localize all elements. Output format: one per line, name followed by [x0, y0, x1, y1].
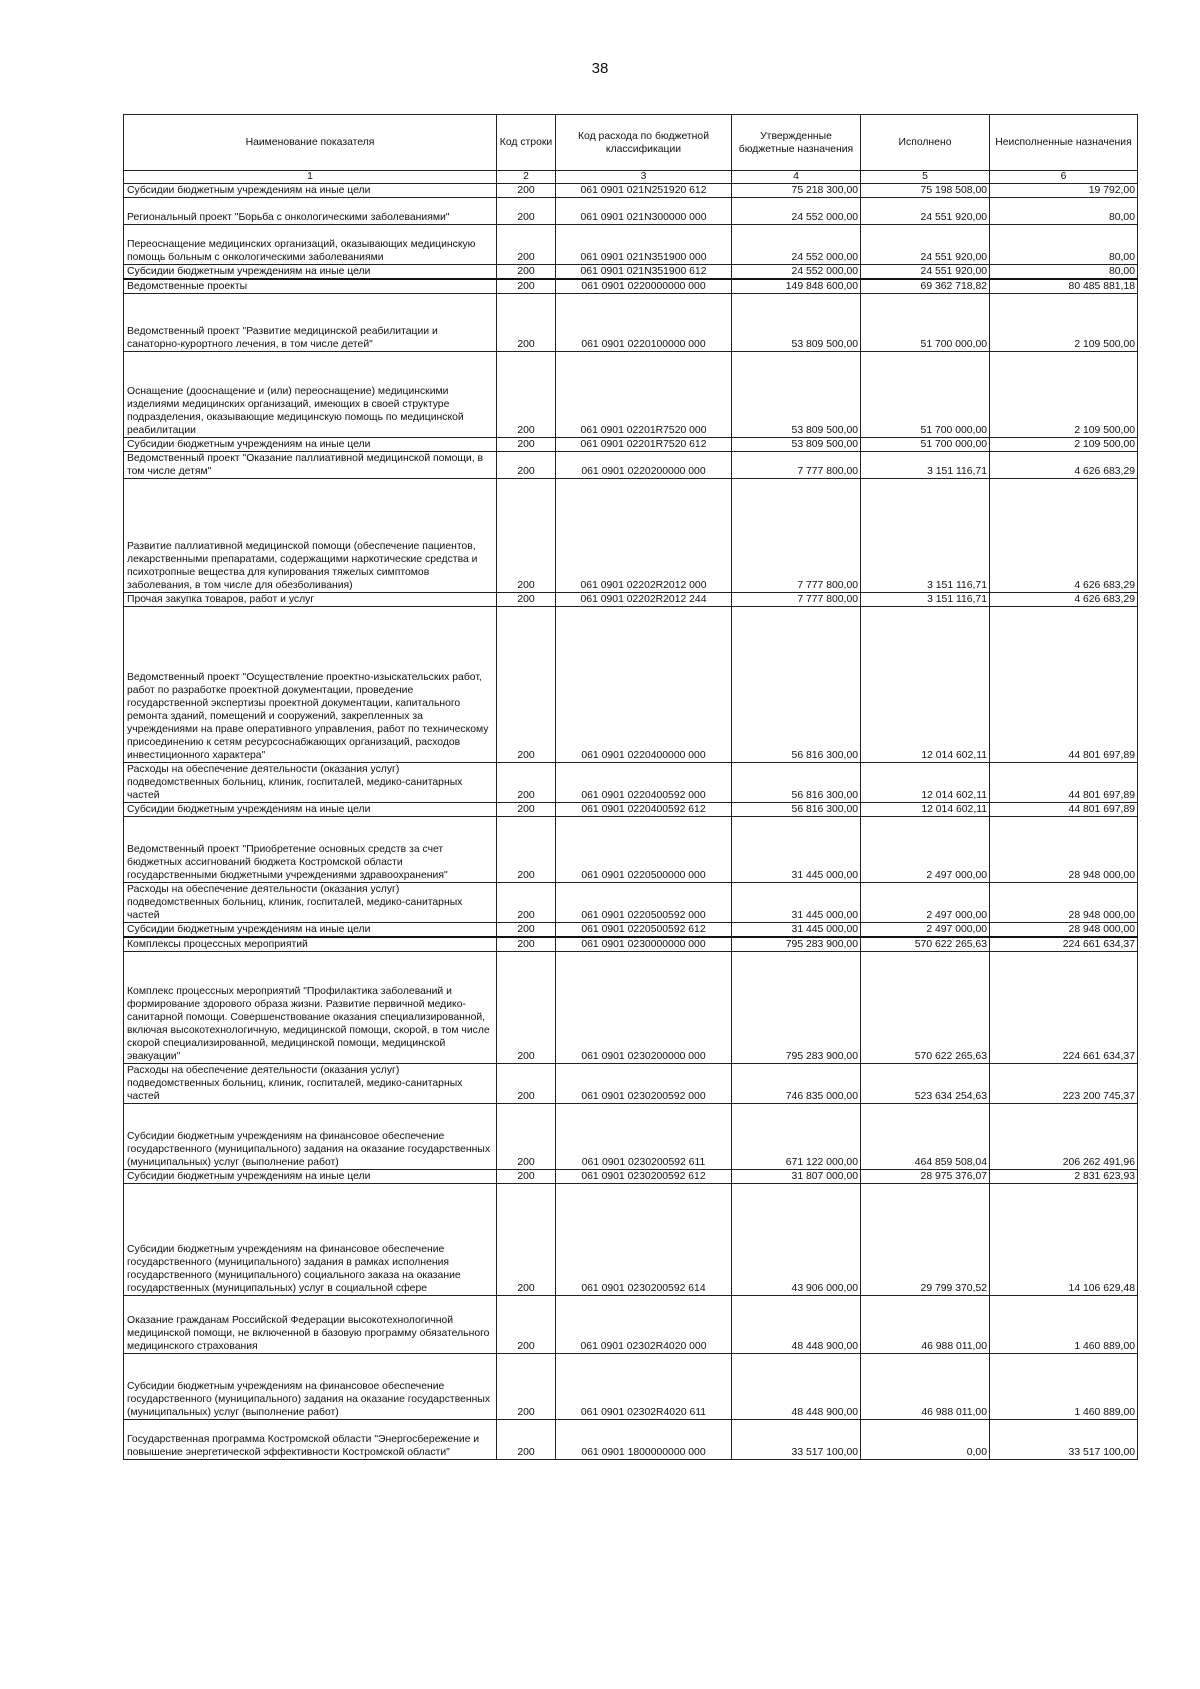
row-name: Комплексы процессных мероприятий: [124, 937, 497, 952]
row-name: Комплекс процессных мероприятий "Профилактика заболеваний и формирование здорового образа жизни. Развитие первичной медико-санитарной помощи. Совершенствование оказания специализированной, включая высокотехнологичную, медицинской помощи, скорой, в том числе скорой специализированной, медицинской помощи, медицинской эвакуации": [124, 952, 497, 1064]
table-row: [124, 1170, 1138, 1184]
row-unexecuted: 206 262 491,96: [990, 1104, 1138, 1170]
row-unexecuted: 1 460 889,00: [990, 1296, 1138, 1354]
table-body: [124, 184, 1138, 1460]
row-line-code: 200: [497, 184, 556, 198]
column-number: 6: [990, 171, 1138, 184]
row-budget-code: 061 0901 0230200000 000: [556, 952, 732, 1064]
table-row: [124, 803, 1138, 817]
row-approved: 671 122 000,00: [732, 1104, 861, 1170]
row-unexecuted: 19 792,00: [990, 184, 1138, 198]
row-budget-code: 061 0901 02202R2012 244: [556, 593, 732, 607]
budget-execution-table: [123, 114, 1138, 1460]
row-executed: 51 700 000,00: [861, 438, 990, 452]
row-budget-code: 061 0901 021N351900 612: [556, 265, 732, 280]
row-executed: 2 497 000,00: [861, 883, 990, 923]
row-unexecuted: 2 109 500,00: [990, 438, 1138, 452]
row-executed: 12 014 602,11: [861, 763, 990, 803]
row-line-code: 200: [497, 265, 556, 280]
row-approved: 149 848 600,00: [732, 279, 861, 294]
header-approved: Утвержденные бюджетные назначения: [732, 115, 861, 171]
row-name: Расходы на обеспечение деятельности (оказания услуг) подведомственных больниц, клиник, госпиталей, медико-санитарных частей: [124, 1064, 497, 1104]
row-name: Расходы на обеспечение деятельности (оказания услуг) подведомственных больниц, клиник, госпиталей, медико-санитарных частей: [124, 883, 497, 923]
row-approved: 31 445 000,00: [732, 883, 861, 923]
row-executed: 51 700 000,00: [861, 294, 990, 352]
table-row: [124, 1184, 1138, 1296]
row-approved: 33 517 100,00: [732, 1420, 861, 1460]
table-row: [124, 1296, 1138, 1354]
table-row: [124, 937, 1138, 952]
row-name: Ведомственный проект "Осуществление проектно-изыскательских работ, работ по разработке проектной документации, проведение государственной экспертизы проектной документации, капитального ремонта зданий, помещений и сооружений, закрепленных за учреждениями на праве оперативного управления, работ по техническому присоединению к сетям ресурсоснабжающих организаций, расходов инвестиционного характера": [124, 607, 497, 763]
row-budget-code: 061 0901 1800000000 000: [556, 1420, 732, 1460]
row-approved: 53 809 500,00: [732, 294, 861, 352]
table-row: [124, 1354, 1138, 1420]
row-approved: 56 816 300,00: [732, 607, 861, 763]
row-executed: 0,00: [861, 1420, 990, 1460]
table-row: [124, 225, 1138, 265]
row-unexecuted: 80,00: [990, 198, 1138, 225]
row-executed: 3 151 116,71: [861, 452, 990, 479]
row-line-code: 200: [497, 1184, 556, 1296]
row-approved: 24 552 000,00: [732, 198, 861, 225]
row-budget-code: 061 0901 0220400592 612: [556, 803, 732, 817]
row-approved: 31 445 000,00: [732, 923, 861, 938]
row-unexecuted: 2 109 500,00: [990, 352, 1138, 438]
row-name: Оказание гражданам Российской Федерации высокотехнологичной медицинской помощи, не включенной в базовую программу обязательного медицинского страхования: [124, 1296, 497, 1354]
row-executed: 69 362 718,82: [861, 279, 990, 294]
row-approved: 746 835 000,00: [732, 1064, 861, 1104]
row-name: Ведомственный проект "Развитие медицинской реабилитации и санаторно-курортного лечения, в том числе детей": [124, 294, 497, 352]
row-unexecuted: 80,00: [990, 225, 1138, 265]
row-line-code: 200: [497, 817, 556, 883]
row-budget-code: 061 0901 0220100000 000: [556, 294, 732, 352]
table-row: [124, 265, 1138, 280]
row-name: Субсидии бюджетным учреждениям на иные цели: [124, 923, 497, 938]
row-approved: 795 283 900,00: [732, 952, 861, 1064]
header-budget-code: Код расхода по бюджетной классификации: [556, 115, 732, 171]
table-row: [124, 883, 1138, 923]
row-line-code: 200: [497, 937, 556, 952]
table-row: [124, 1104, 1138, 1170]
row-executed: 24 551 920,00: [861, 198, 990, 225]
row-budget-code: 061 0901 0230200592 612: [556, 1170, 732, 1184]
row-line-code: 200: [497, 952, 556, 1064]
row-name: Развитие паллиативной медицинской помощи (обеспечение пациентов, лекарственными препаратами, содержащими наркотические средства и психотропные вещества для купирования тяжелых симптомов заболевания, в том числе для обезболивания): [124, 479, 497, 593]
row-budget-code: 061 0901 0230000000 000: [556, 937, 732, 952]
row-budget-code: 061 0901 02201R7520 000: [556, 352, 732, 438]
row-approved: 48 448 900,00: [732, 1296, 861, 1354]
row-executed: 51 700 000,00: [861, 352, 990, 438]
table-row: [124, 479, 1138, 593]
table-row: [124, 352, 1138, 438]
row-unexecuted: 1 460 889,00: [990, 1354, 1138, 1420]
row-unexecuted: 2 109 500,00: [990, 294, 1138, 352]
table-row: [124, 607, 1138, 763]
row-budget-code: 061 0901 02201R7520 612: [556, 438, 732, 452]
row-approved: 7 777 800,00: [732, 593, 861, 607]
row-approved: 43 906 000,00: [732, 1184, 861, 1296]
column-number-row: [124, 171, 1138, 184]
row-line-code: 200: [497, 1170, 556, 1184]
column-number: 5: [861, 171, 990, 184]
row-budget-code: 061 0901 0220000000 000: [556, 279, 732, 294]
table-header-row: [124, 115, 1138, 171]
row-unexecuted: 44 801 697,89: [990, 763, 1138, 803]
page-number: 38: [591, 60, 609, 77]
row-line-code: 200: [497, 607, 556, 763]
row-approved: 24 552 000,00: [732, 265, 861, 280]
row-line-code: 200: [497, 1064, 556, 1104]
row-budget-code: 061 0901 0230200592 000: [556, 1064, 732, 1104]
row-executed: 570 622 265,63: [861, 937, 990, 952]
row-approved: 7 777 800,00: [732, 479, 861, 593]
row-executed: 24 551 920,00: [861, 225, 990, 265]
table-row: [124, 452, 1138, 479]
table-row: [124, 279, 1138, 294]
table-row: [124, 952, 1138, 1064]
row-budget-code: 061 0901 021N351900 000: [556, 225, 732, 265]
table-row: [124, 438, 1138, 452]
column-number: 3: [556, 171, 732, 184]
header-executed: Исполнено: [861, 115, 990, 171]
row-name: Ведомственный проект "Приобретение основных средств за счет бюджетных ассигнований бюджета Костромской области государственными бюджетными учреждениями здравоохранения": [124, 817, 497, 883]
row-executed: 28 975 376,07: [861, 1170, 990, 1184]
row-budget-code: 061 0901 0220500000 000: [556, 817, 732, 883]
column-number: 1: [124, 171, 497, 184]
row-unexecuted: 4 626 683,29: [990, 452, 1138, 479]
row-line-code: 200: [497, 593, 556, 607]
row-budget-code: 061 0901 021N300000 000: [556, 198, 732, 225]
row-unexecuted: 223 200 745,37: [990, 1064, 1138, 1104]
row-line-code: 200: [497, 438, 556, 452]
row-executed: 523 634 254,63: [861, 1064, 990, 1104]
row-budget-code: 061 0901 0220400000 000: [556, 607, 732, 763]
row-approved: 53 809 500,00: [732, 352, 861, 438]
table-row: [124, 294, 1138, 352]
row-unexecuted: 28 948 000,00: [990, 883, 1138, 923]
row-name: Субсидии бюджетным учреждениям на иные цели: [124, 184, 497, 198]
row-name: Субсидии бюджетным учреждениям на финансовое обеспечение государственного (муниципального) задания в рамках исполнения государственного (муниципального) социального заказа на оказание государственных (муниципальных) услуг в социальной сфере: [124, 1184, 497, 1296]
row-executed: 12 014 602,11: [861, 607, 990, 763]
row-name: Субсидии бюджетным учреждениям на иные цели: [124, 438, 497, 452]
row-approved: 56 816 300,00: [732, 763, 861, 803]
row-line-code: 200: [497, 452, 556, 479]
row-executed: 46 988 011,00: [861, 1354, 990, 1420]
row-unexecuted: 44 801 697,89: [990, 803, 1138, 817]
row-approved: 24 552 000,00: [732, 225, 861, 265]
row-executed: 3 151 116,71: [861, 479, 990, 593]
row-approved: 48 448 900,00: [732, 1354, 861, 1420]
row-line-code: 200: [497, 294, 556, 352]
row-line-code: 200: [497, 923, 556, 938]
row-approved: 7 777 800,00: [732, 452, 861, 479]
row-budget-code: 061 0901 02302R4020 000: [556, 1296, 732, 1354]
row-executed: 24 551 920,00: [861, 265, 990, 280]
row-name: Оснащение (дооснащение и (или) переоснащение) медицинскими изделиями медицинских организаций, имеющих в своей структуре подразделения, оказывающие медицинскую помощь по медицинской реабилитации: [124, 352, 497, 438]
row-approved: 75 218 300,00: [732, 184, 861, 198]
row-name: Переоснащение медицинских организаций, оказывающих медицинскую помощь больным с онкологическими заболеваниями: [124, 225, 497, 265]
row-executed: 75 198 508,00: [861, 184, 990, 198]
header-line-code: Код строки: [497, 115, 556, 171]
table-row: [124, 184, 1138, 198]
row-unexecuted: 224 661 634,37: [990, 937, 1138, 952]
row-budget-code: 061 0901 0220500592 612: [556, 923, 732, 938]
row-name: Прочая закупка товаров, работ и услуг: [124, 593, 497, 607]
row-line-code: 200: [497, 198, 556, 225]
row-line-code: 200: [497, 225, 556, 265]
row-executed: 12 014 602,11: [861, 803, 990, 817]
row-line-code: 200: [497, 763, 556, 803]
row-unexecuted: 33 517 100,00: [990, 1420, 1138, 1460]
table-row: [124, 1420, 1138, 1460]
row-executed: 2 497 000,00: [861, 923, 990, 938]
row-line-code: 200: [497, 1420, 556, 1460]
row-name: Государственная программа Костромской области "Энергосбережение и повышение энергетической эффективности Костромской области": [124, 1420, 497, 1460]
row-line-code: 200: [497, 1296, 556, 1354]
table-row: [124, 198, 1138, 225]
row-executed: 46 988 011,00: [861, 1296, 990, 1354]
row-unexecuted: 28 948 000,00: [990, 817, 1138, 883]
row-name: Ведомственный проект "Оказание паллиативной медицинской помощи, в том числе детям": [124, 452, 497, 479]
row-budget-code: 061 0901 0230200592 611: [556, 1104, 732, 1170]
row-unexecuted: 80 485 881,18: [990, 279, 1138, 294]
row-unexecuted: 4 626 683,29: [990, 593, 1138, 607]
row-unexecuted: 28 948 000,00: [990, 923, 1138, 938]
row-name: Субсидии бюджетным учреждениям на финансовое обеспечение государственного (муниципального) задания на оказание государственных (муниципальных) услуг (выполнение работ): [124, 1104, 497, 1170]
row-approved: 56 816 300,00: [732, 803, 861, 817]
row-line-code: 200: [497, 883, 556, 923]
row-name: Региональный проект "Борьба с онкологическими заболеваниями": [124, 198, 497, 225]
row-name: Субсидии бюджетным учреждениям на финансовое обеспечение государственного (муниципального) задания на оказание государственных (муниципальных) услуг (выполнение работ): [124, 1354, 497, 1420]
row-budget-code: 061 0901 0220500592 000: [556, 883, 732, 923]
row-approved: 31 807 000,00: [732, 1170, 861, 1184]
table-row: [124, 763, 1138, 803]
row-executed: 3 151 116,71: [861, 593, 990, 607]
row-unexecuted: 4 626 683,29: [990, 479, 1138, 593]
row-line-code: 200: [497, 803, 556, 817]
row-executed: 464 859 508,04: [861, 1104, 990, 1170]
row-approved: 53 809 500,00: [732, 438, 861, 452]
table-row: [124, 817, 1138, 883]
row-budget-code: 061 0901 0220200000 000: [556, 452, 732, 479]
row-budget-code: 061 0901 02302R4020 611: [556, 1354, 732, 1420]
row-line-code: 200: [497, 479, 556, 593]
row-unexecuted: 2 831 623,93: [990, 1170, 1138, 1184]
table-row: [124, 1064, 1138, 1104]
table-row: [124, 593, 1138, 607]
header-name: Наименование показателя: [124, 115, 497, 171]
row-name: Ведомственные проекты: [124, 279, 497, 294]
row-executed: 570 622 265,63: [861, 952, 990, 1064]
row-budget-code: 061 0901 021N251920 612: [556, 184, 732, 198]
column-number: 2: [497, 171, 556, 184]
row-executed: 29 799 370,52: [861, 1184, 990, 1296]
row-budget-code: 061 0901 0220400592 000: [556, 763, 732, 803]
row-line-code: 200: [497, 279, 556, 294]
row-line-code: 200: [497, 352, 556, 438]
row-line-code: 200: [497, 1354, 556, 1420]
row-budget-code: 061 0901 02202R2012 000: [556, 479, 732, 593]
column-number: 4: [732, 171, 861, 184]
row-unexecuted: 224 661 634,37: [990, 952, 1138, 1064]
row-budget-code: 061 0901 0230200592 614: [556, 1184, 732, 1296]
row-approved: 795 283 900,00: [732, 937, 861, 952]
row-name: Расходы на обеспечение деятельности (оказания услуг) подведомственных больниц, клиник, госпиталей, медико-санитарных частей: [124, 763, 497, 803]
row-name: Субсидии бюджетным учреждениям на иные цели: [124, 265, 497, 280]
row-line-code: 200: [497, 1104, 556, 1170]
header-unexecuted: Неисполненные назначения: [990, 115, 1138, 171]
row-name: Субсидии бюджетным учреждениям на иные цели: [124, 1170, 497, 1184]
row-executed: 2 497 000,00: [861, 817, 990, 883]
row-name: Субсидии бюджетным учреждениям на иные цели: [124, 803, 497, 817]
row-unexecuted: 14 106 629,48: [990, 1184, 1138, 1296]
row-approved: 31 445 000,00: [732, 817, 861, 883]
table-row: [124, 923, 1138, 938]
row-unexecuted: 80,00: [990, 265, 1138, 280]
row-unexecuted: 44 801 697,89: [990, 607, 1138, 763]
